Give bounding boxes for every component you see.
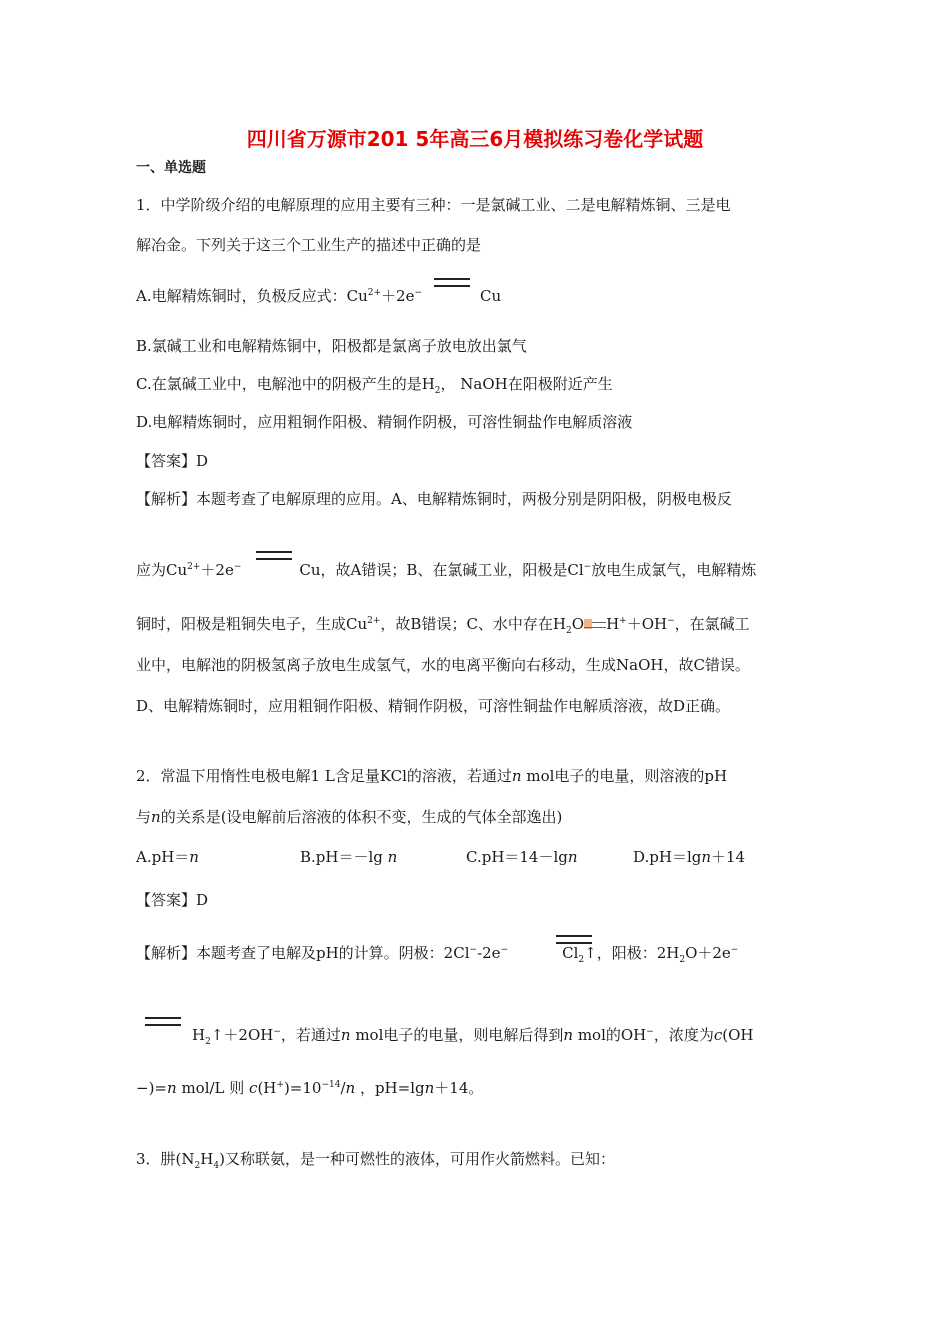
equals-sign-icon — [145, 1017, 181, 1026]
q1-answer: 【答案】D — [136, 452, 209, 470]
q1-explanation-line2: 应为$Cu^{2+}+2e^-$ Cu，故A错误；B、在氯碱工业，阳极是Cl−放电生成氯气，电解精炼 — [136, 561, 757, 579]
equals-sign-icon — [256, 551, 292, 560]
section-heading: 一、单选题 — [136, 160, 206, 176]
q1-option-c: C.在氯碱工业中，电解池中的阴极产生的是$H_2$， NaOH在阳极附近产生 — [136, 375, 613, 396]
q3-stem: 3．肼$(N_2H_4)$又称联氨，是一种可燃性的液体，可用作火箭燃料。已知： — [136, 1150, 615, 1171]
q2-option-c: C.pH＝14－lgn — [466, 848, 578, 866]
q1-explanation-line1: 【解析】本题考查了电解原理的应用。A、电解精炼铜时，两极分别是阴阳极，阴极电极反 — [136, 490, 732, 508]
equilibrium-arrow-icon — [584, 619, 606, 631]
q2-stem-line1: 2．常温下用惰性电极电解1 L含足量KCl的溶液，若通过n mol电子的电量，则溶液的pH — [136, 767, 728, 785]
q1-stem-line2: 解冶金。下列关于这三个工业生产的描述中正确的是 — [136, 236, 482, 254]
q2-option-d: D.pH＝lgn＋14 — [633, 848, 746, 866]
q1-explanation-line3: 铜时，阳极是粗铜失电子，生成$Cu^{2+}$，故B错误；C、水中存在$H_2O$ H+＋OH−，在氯碱工 — [136, 615, 750, 636]
q2-answer: 【答案】D — [136, 891, 209, 909]
q2-option-a: A.pH＝n — [136, 848, 199, 866]
page-title: 四川省万源市201 5年高三6月模拟练习卷化学试题 — [246, 127, 704, 151]
q2-explanation-line2: $H_2↑+2OH^-$，若通过n mol电子的电量，则电解后得到n mol的OH−，浓度为c(OH — [192, 1026, 754, 1047]
q2-explanation-line3: −)=n mol/L 则 $c(H^+)=10^{-14}/n$ ，pH=lgn＋14。 — [136, 1079, 484, 1097]
q2-stem-line2: 与n的关系是(设电解前后溶液的体积不变，生成的气体全部逸出) — [136, 808, 563, 826]
q2-explanation-line1: 【解析】本题考查了电解及pH的计算。阴极：2Cl−-2e− $Cl_2↑$，阳极：$2H_2O+2e^-$ — [136, 944, 739, 965]
q1-option-d: D.电解精炼铜时，应用粗铜作阳极、精铜作阴极，可溶性铜盐作电解质溶液 — [136, 413, 633, 431]
q1-option-a: A.电解精炼铜时，负极反应式：$Cu^{2+}+2e^-$ Cu — [136, 286, 501, 306]
q1-explanation-line4: 业中，电解池的阴极氢离子放电生成氢气，水的电离平衡向右移动，生成NaOH，故C错误。 — [136, 656, 750, 674]
equals-sign-icon — [434, 278, 470, 287]
q1-explanation-line5: D、电解精炼铜时，应用粗铜作阳极、精铜作阴极，可溶性铜盐作电解质溶液，故D正确。 — [136, 697, 731, 715]
q1-stem-line1: 1．中学阶级介绍的电解原理的应用主要有三种：一是氯碱工业、二是电解精炼铜、三是电 — [136, 196, 731, 214]
q1-option-b: B.氯碱工业和电解精炼铜中，阳极都是氯离子放电放出氯气 — [136, 337, 527, 355]
q2-option-b: B.pH＝－lg n — [300, 848, 398, 866]
